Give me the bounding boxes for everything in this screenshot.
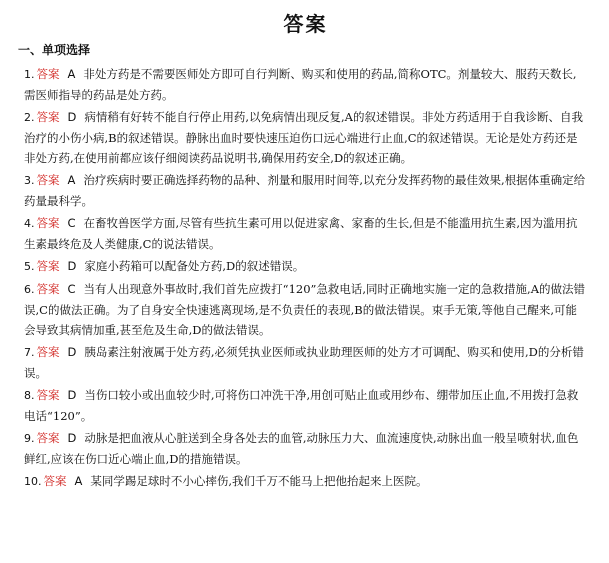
answer-choice: A bbox=[67, 67, 76, 81]
answer-choice: D bbox=[67, 345, 77, 359]
answer-tag: 答案 bbox=[43, 474, 67, 488]
answer-choice: D bbox=[67, 110, 77, 124]
answer-item-9 bbox=[24, 428, 587, 469]
answer-item-1 bbox=[24, 64, 587, 105]
item-number: 10. bbox=[24, 475, 42, 488]
item-number: 7. bbox=[24, 346, 35, 359]
answer-choice: A bbox=[67, 173, 76, 187]
answer-item-4 bbox=[24, 213, 587, 254]
answer-tag: 答案 bbox=[36, 282, 60, 296]
answer-choice: C bbox=[67, 282, 76, 296]
answer-explanation: 在畜牧兽医学方面,尽管有些抗生素可用以促进家禽、家畜的生长,但是不能滥用抗生素,因为滥用抗生素最终危及人类健康,C的说法错误。 bbox=[24, 216, 578, 251]
answer-tag: 答案 bbox=[36, 173, 60, 187]
answer-tag: 答案 bbox=[36, 431, 60, 445]
item-number: 5. bbox=[24, 260, 35, 273]
answer-item-6 bbox=[24, 279, 587, 340]
answer-choice: C bbox=[67, 216, 76, 230]
item-number: 8. bbox=[24, 389, 35, 402]
answer-tag: 答案 bbox=[36, 259, 60, 273]
answer-item-3 bbox=[24, 170, 587, 211]
answer-choice: D bbox=[67, 431, 77, 445]
page-title: 答案 bbox=[283, 12, 328, 36]
item-number: 6. bbox=[24, 283, 35, 296]
answer-explanation: 当伤口较小或出血较少时,可将伤口冲洗干净,用创可贴止血或用纱布、绷带加压止血,不用拨打急救电话“120”。 bbox=[24, 388, 579, 423]
item-number: 4. bbox=[24, 217, 35, 230]
answer-tag: 答案 bbox=[36, 67, 60, 81]
answer-tag: 答案 bbox=[36, 110, 60, 124]
answer-item-2 bbox=[24, 107, 587, 168]
answer-explanation: 胰岛素注射液属于处方药,必须凭执业医师或执业助理医师的处方才可调配、购买和使用,D的分析错误。 bbox=[24, 345, 584, 380]
answer-item-7 bbox=[24, 342, 587, 383]
answer-item-10 bbox=[24, 471, 587, 492]
answer-tag: 答案 bbox=[36, 345, 60, 359]
item-number: 2. bbox=[24, 111, 35, 124]
answer-choice: A bbox=[74, 474, 83, 488]
answer-explanation: 家庭小药箱可以配备处方药,D的叙述错误。 bbox=[84, 259, 305, 273]
answer-item-8 bbox=[24, 385, 587, 426]
answer-explanation: 病情稍有好转不能自行停止用药,以免病情出现反复,A的叙述错误。非处方药适用于自我诊断、自我治疗的小伤小病,B的叙述错误。静脉出血时要快速压迫伤口远心端进行止血,C的叙述错误。无论是处方药还是非处方药,在使用前都应该仔细阅读药品说明书,确保用药安全,D的叙述正确。 bbox=[24, 110, 583, 165]
answer-item-5 bbox=[24, 256, 587, 277]
answer-explanation: 当有人出现意外事故时,我们首先应拨打“120”急救电话,同时正确地实施一定的急救措施,A的做法错误,C的做法正确。为了自身安全快速逃离现场,是不负责任的表现,B的做法错误。束手无策,等他自己醒来,可能会导致其病情加重,甚至危及生命,D的做法错误。 bbox=[24, 282, 586, 337]
answer-explanation: 某同学踢足球时不小心摔伤,我们千万不能马上把他抬起来上医院。 bbox=[90, 474, 428, 488]
answer-choice: D bbox=[67, 388, 77, 402]
section-heading: 一、单项选择 bbox=[18, 43, 91, 57]
item-number: 1. bbox=[24, 68, 35, 81]
answer-tag: 答案 bbox=[36, 216, 60, 230]
item-number: 3. bbox=[24, 174, 35, 187]
answer-list bbox=[24, 64, 587, 492]
answer-choice: D bbox=[67, 259, 77, 273]
answer-tag: 答案 bbox=[36, 388, 60, 402]
item-number: 9. bbox=[24, 432, 35, 445]
answer-explanation: 非处方药是不需要医师处方即可自行判断、购买和使用的药品,简称OTC。剂量较大、服药天数长,需医师指导的药品是处方药。 bbox=[24, 67, 577, 102]
answer-explanation: 治疗疾病时要正确选择药物的品种、剂量和服用时间等,以充分发挥药物的最佳效果,根据体重确定给药量最科学。 bbox=[24, 173, 586, 208]
answer-explanation: 动脉是把血液从心脏送到全身各处去的血管,动脉压力大、血流速度快,动脉出血一般呈喷射状,血色鲜红,应该在伤口近心端止血,D的措施错误。 bbox=[24, 431, 579, 466]
